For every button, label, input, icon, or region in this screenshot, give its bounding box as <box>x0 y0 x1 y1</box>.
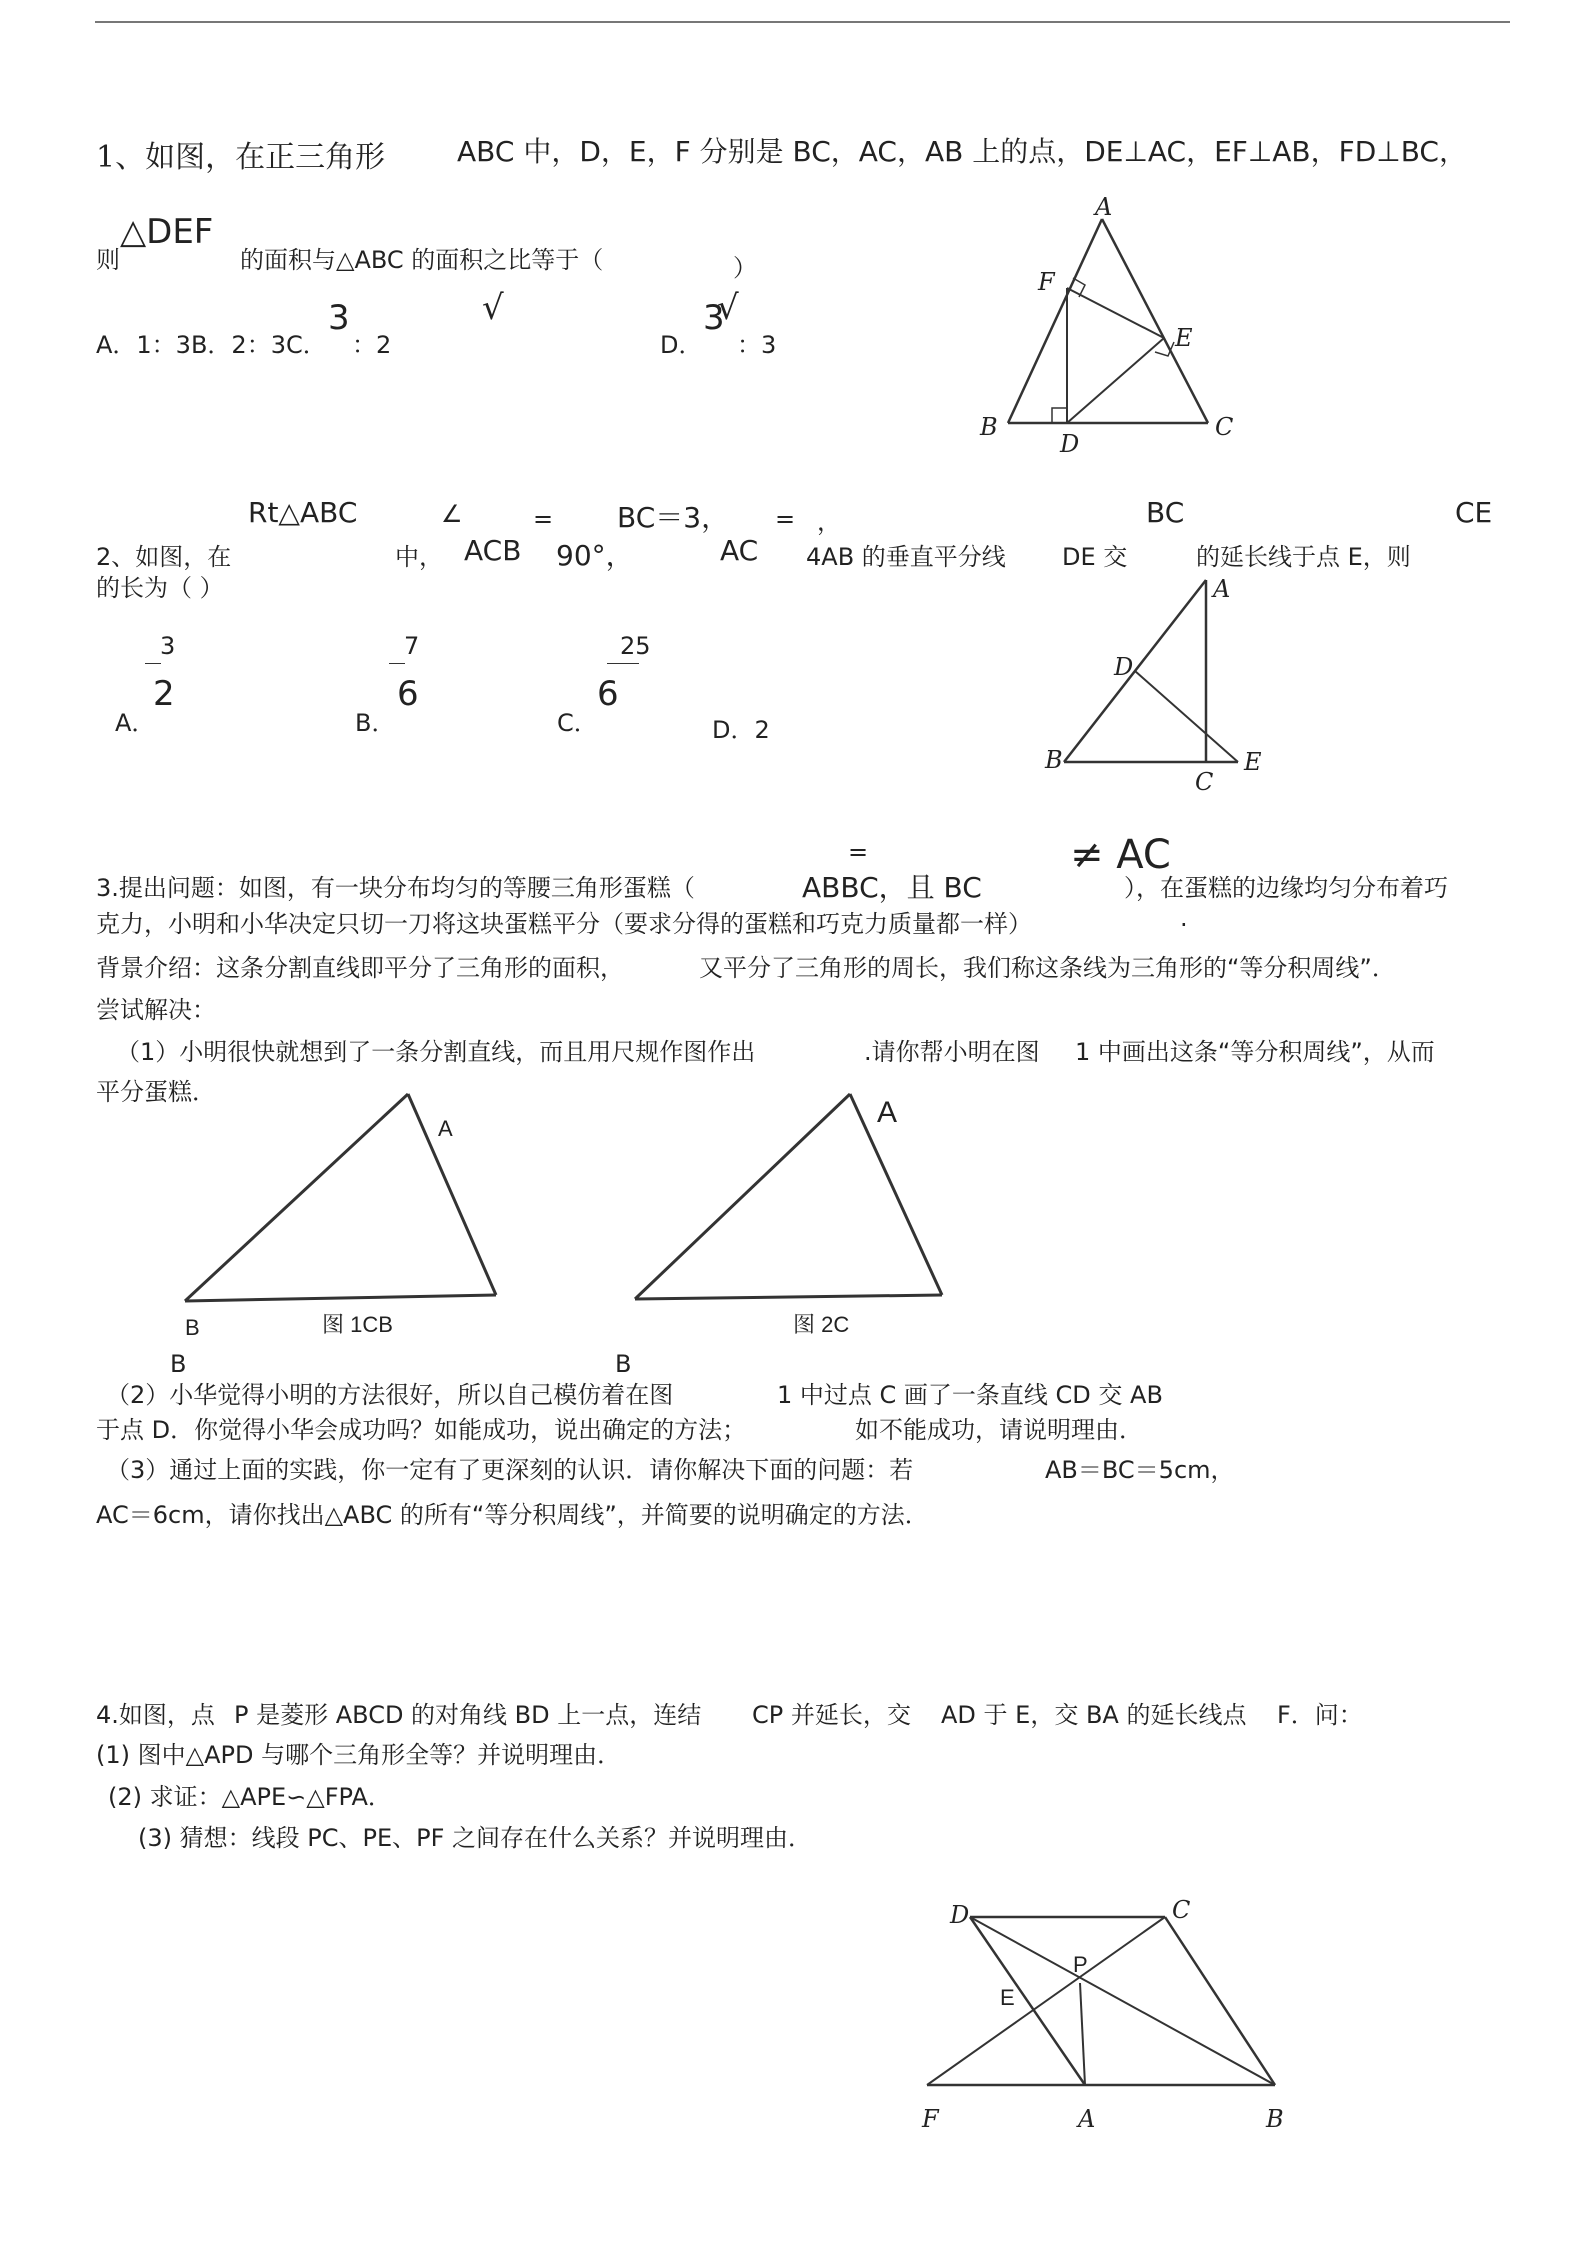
q4-fig-label-E: E <box>1000 1985 1015 2010</box>
q2-opt-c: C． <box>557 709 598 737</box>
q4-fig-label-C: C <box>1172 1896 1191 1924</box>
q4-fig-label-P: P <box>1073 1952 1088 1977</box>
q2-eq1: = <box>533 505 554 533</box>
q3-stray-b2: B <box>615 1350 632 1378</box>
q2-acb: ACB <box>464 534 522 567</box>
q1-opt-c-num: 3 <box>328 298 350 338</box>
q4-line1-d: AD 于 E，交 BA 的延长线点 <box>941 1701 1247 1729</box>
q3-line1-a: 3.提出问题：如图，有一块分布均匀的等腰三角形蛋糕（ <box>96 874 695 902</box>
q2-de: DE 交 <box>1062 543 1128 571</box>
q2-opt-c-bar <box>607 663 639 664</box>
q1-sqrt-d: √ <box>717 288 739 328</box>
q2-bc3: BC＝3， <box>617 501 730 534</box>
q3-figure-1 <box>180 1085 540 1345</box>
q2-opt-c-num: 25 <box>620 632 651 660</box>
q4-line1-c: CP 并延长，交 <box>752 1701 911 1729</box>
q2-four-ab: 4AB 的垂直平分线 <box>806 543 1006 571</box>
q3-p3-c: AC＝6cm，请你找出△ABC 的所有“等分积周线”，并简要的说明确定的方法． <box>96 1501 929 1529</box>
q1-fig-label-B: B <box>980 413 998 441</box>
q4-line1-b: P 是菱形 ABCD 的对角线 BD 上一点，连结 <box>234 1701 702 1729</box>
q1-fig-label-A: A <box>1095 193 1113 221</box>
q4-fig-label-F: F <box>922 2105 939 2133</box>
q1-opt-d-num: 3 <box>703 298 725 338</box>
q4-line1-a: 4.如图，点 <box>96 1701 215 1729</box>
q2-ce: CE <box>1455 496 1493 529</box>
q2-deg: 90°， <box>556 539 634 572</box>
q4-fig-label-B: B <box>1266 2105 1284 2133</box>
q2-opt-b: B． <box>355 709 396 737</box>
q2-eq2: = <box>775 505 796 533</box>
q2-fig-label-B: B <box>1045 746 1063 774</box>
q2-opt-a: A． <box>115 709 156 737</box>
q4-sub2: (2) 求证：△APE∽△FPA． <box>108 1783 392 1811</box>
q3-line2: 克力，小明和小华决定只切一刀将这块蛋糕平分（要求分得的蛋糕和巧克力质量都一样） <box>96 910 1032 938</box>
q3-line2-dot: . <box>1180 904 1188 932</box>
q1-line1-a: 1、如图，在正三角形 <box>96 140 386 175</box>
q1-line2-pre: 则 <box>96 246 120 274</box>
q4-fig-label-D: D <box>950 1901 970 1929</box>
q4-fig-label-A: A <box>1078 2105 1096 2133</box>
q2-fig-label-C: C <box>1195 768 1214 796</box>
q3-stray-b1: B <box>170 1350 187 1378</box>
q2-opt-d: D．2 <box>712 716 770 744</box>
q3-abbc: ABBC，且 BC <box>802 871 982 904</box>
q1-opt-c-tail: ：2 <box>352 331 392 359</box>
q3-p2-a: （2）小华觉得小明的方法很好，所以自己模仿着在图 <box>106 1381 674 1409</box>
q2-opt-a-num: 3 <box>160 632 176 660</box>
q3-p2-c: 于点 D．你觉得小华会成功吗？如能成功，说出确定的方法； <box>96 1416 747 1444</box>
q4-sub3: (3) 猜想：线段 PC、PE、PF 之间存在什么关系？并说明理由． <box>138 1824 813 1852</box>
q1-fig-label-D: D <box>1060 430 1080 458</box>
q1-opt-d: D． <box>660 331 703 359</box>
q2-angle-sym: ∠ <box>441 500 463 528</box>
q1-opt-d-tail: ：3 <box>737 331 777 359</box>
q3-eq: = <box>848 838 869 866</box>
q2-rt-abc: Rt△ABC <box>248 496 358 529</box>
q2-opt-b-num: 7 <box>404 632 420 660</box>
q3-p3-a: （3）通过上面的实践，你一定有了更深刻的认识．请你解决下面的问题：若 <box>106 1456 914 1484</box>
q3-fig2-caption: 图 2C <box>793 1312 850 1337</box>
q1-options-abc: A．1：3B．2：3C． <box>96 331 327 359</box>
q2-fig-label-A: A <box>1213 575 1231 603</box>
q2-line-b: 中， <box>395 543 443 571</box>
q3-fig2-label-A: A <box>877 1096 898 1129</box>
q2-opt-a-bar <box>145 663 161 664</box>
q1-line2-b: 的面积与△ABC 的面积之比等于（ <box>240 246 604 274</box>
q3-fig1-caption: 图 1CB <box>322 1312 393 1337</box>
q2-opt-b-den: 6 <box>397 674 419 714</box>
q3-p1-d: 平分蛋糕． <box>96 1078 216 1106</box>
q3-bg-b: 又平分了三角形的周长，我们称这条线为三角形的“等分积周线”． <box>699 954 1396 982</box>
q2-comma: ， <box>817 508 841 536</box>
q3-p1-c: 1 中画出这条“等分积周线”，从而 <box>1075 1038 1435 1066</box>
q2-line2: 的长为（ ） <box>96 574 224 602</box>
q1-line2-def: △DEF <box>120 212 214 252</box>
q3-fig1-label-A: A <box>438 1116 453 1141</box>
q4-figure <box>910 1880 1310 2140</box>
q2-opt-c-den: 6 <box>597 674 619 714</box>
q2-ext: 的延长线于点 E，则 <box>1196 543 1411 571</box>
q2-ac: AC <box>720 534 759 567</box>
q3-p2-b: 1 中过点 C 画了一条直线 CD 交 AB <box>777 1381 1163 1409</box>
q1-fig-label-F: F <box>1038 268 1055 296</box>
q3-neq-ac: ≠ AC <box>1070 832 1171 878</box>
q1-fig-label-C: C <box>1215 413 1234 441</box>
q1-sqrt-c: √ <box>482 288 504 328</box>
q2-line-a: 2、如图，在 <box>96 543 232 571</box>
q3-line1-b: ），在蛋糕的边缘均匀分布着巧 <box>1124 874 1448 902</box>
q4-line1-e: F．问： <box>1277 1701 1363 1729</box>
q3-try: 尝试解决： <box>96 996 216 1024</box>
q3-p1-a: （1）小明很快就想到了一条分割直线，而且用尺规作图作出 <box>116 1038 756 1066</box>
q3-figure-2 <box>630 1085 970 1345</box>
q3-bg-a: 背景介绍：这条分割直线即平分了三角形的面积， <box>96 954 624 982</box>
q2-fig-label-D: D <box>1114 653 1134 681</box>
q1-paren-close: ） <box>733 254 757 282</box>
q2-fig-label-E: E <box>1244 748 1262 776</box>
q4-sub1: (1) 图中△APD 与哪个三角形全等？并说明理由． <box>96 1741 622 1769</box>
q3-p2-d: 如不能成功，请说明理由． <box>855 1416 1143 1444</box>
q1-fig-label-E: E <box>1175 324 1193 352</box>
q2-opt-b-bar <box>389 663 405 664</box>
q2-opt-a-den: 2 <box>153 674 175 714</box>
q1-figure <box>950 190 1250 460</box>
q3-p1-b: .请你帮小明在图 <box>864 1038 1040 1066</box>
header-rule <box>95 21 1510 23</box>
q2-bc: BC <box>1146 496 1185 529</box>
q3-fig1-label-B: B <box>185 1315 200 1340</box>
q1-line1-b: ABC 中，D，E，F 分别是 BC，AC，AB 上的点，DE⊥AC，EF⊥AB，FD⊥BC， <box>457 135 1467 168</box>
q3-p3-b: AB＝BC＝5cm， <box>1045 1456 1235 1484</box>
q2-figure <box>1040 575 1280 795</box>
